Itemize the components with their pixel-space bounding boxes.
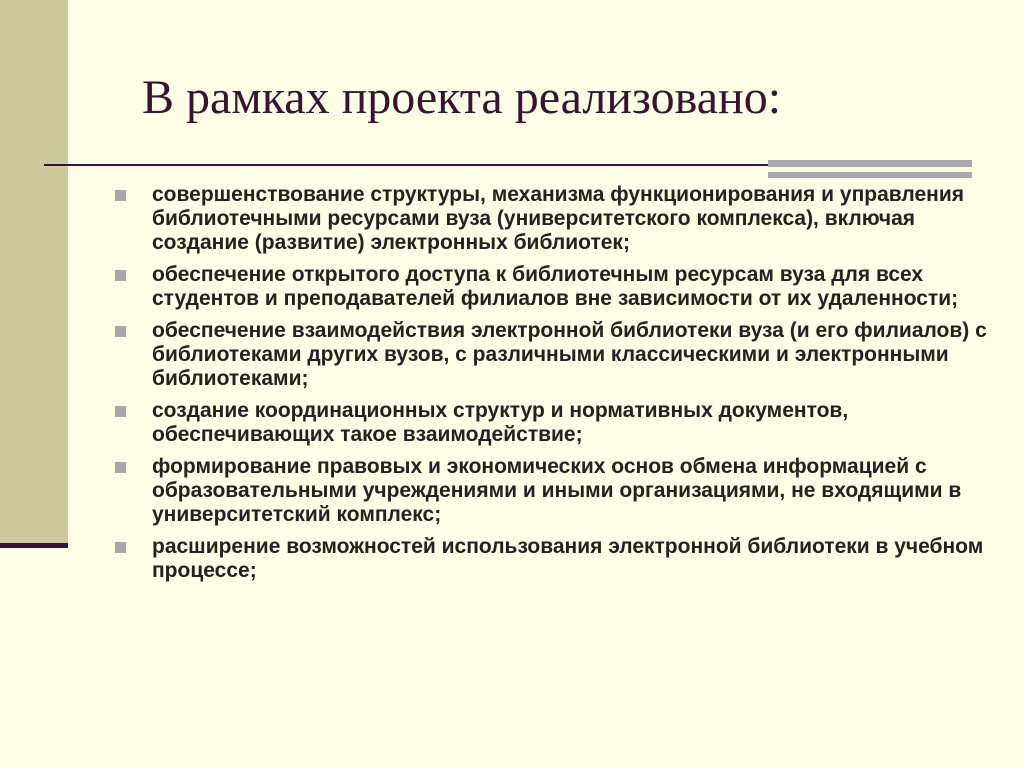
- list-item: [114, 399, 994, 447]
- left-band-underline: [0, 543, 68, 548]
- square-bullet-icon: [115, 270, 126, 281]
- bullet-text: создание координационных структур и нормативных документов, обеспечивающих такое взаимодействие;: [152, 399, 849, 446]
- bullet-text: обеспечение открытого доступа к библиотечным ресурсам вуза для всех студентов и преподавателей филиалов вне зависимости от их удаленности;: [152, 263, 959, 310]
- bullet-text: формирование правовых и экономических основ обмена информацией с образовательными учреждениями и иными организациями, не входящими в университетский комплекс;: [152, 455, 962, 526]
- square-bullet-icon: [115, 462, 126, 473]
- list-item: [114, 455, 994, 527]
- left-decorative-band: [0, 0, 68, 544]
- list-item: [114, 319, 994, 391]
- square-bullet-icon: [115, 190, 126, 201]
- title-accent-bar-upper: [768, 160, 972, 167]
- list-item: [114, 263, 994, 311]
- bullet-text: расширение возможностей использования электронной библиотеки в учебном процессе;: [152, 535, 984, 582]
- title-accent-bar-lower: [768, 172, 972, 178]
- square-bullet-icon: [115, 406, 126, 417]
- bullet-text: совершенствование структуры, механизма функционирования и управления библиотечными ресурсами вуза (университетского комплекса), включая создание (развитие) электронных библиотек;: [152, 183, 964, 254]
- square-bullet-icon: [115, 326, 126, 337]
- list-item: [114, 535, 994, 583]
- square-bullet-icon: [115, 542, 126, 553]
- title-divider-line: [44, 164, 771, 166]
- list-item: [114, 183, 994, 255]
- bullet-list: [114, 183, 994, 591]
- bullet-text: обеспечение взаимодействия электронной библиотеки вуза (и его филиалов) с библиотеками других вузов, с различными классическими и электронными библиотеками;: [152, 319, 987, 390]
- slide-title: В рамках проекта реализовано:: [142, 71, 782, 124]
